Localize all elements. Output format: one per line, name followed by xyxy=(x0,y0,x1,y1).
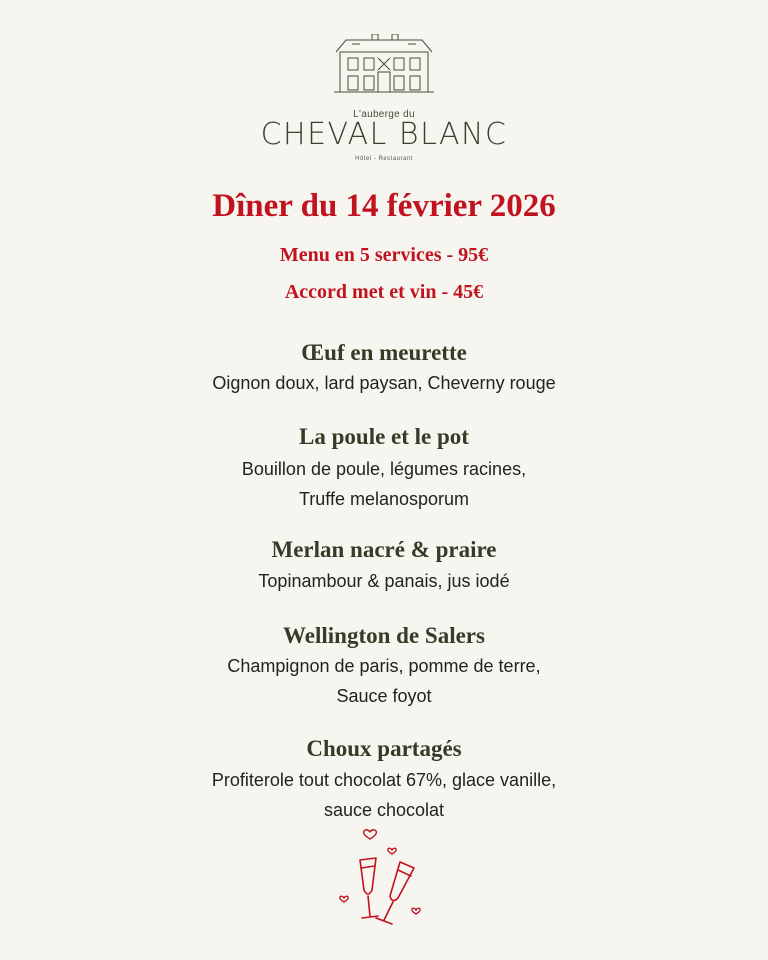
course-4-line-2: Sauce foyot xyxy=(336,686,432,706)
course-3-line-1: Topinambour & panais, jus iodé xyxy=(258,571,510,591)
building-icon xyxy=(332,34,436,96)
course-1-name: Œuf en meurette xyxy=(301,340,467,365)
course-5-line-2: sauce chocolat xyxy=(323,800,445,820)
course-2-name: La poule et le pot xyxy=(299,424,469,449)
course-3-name: Merlan nacré & praire xyxy=(271,537,497,562)
brand-tagline: L'auberge du xyxy=(353,109,415,120)
course-5-name: Choux partagés xyxy=(306,736,462,761)
menu-price: Menu en 5 services - 95€ xyxy=(279,244,489,266)
page-title: Dîner du 14 février 2026 xyxy=(212,188,556,224)
course-4-desc xyxy=(0,651,768,711)
course-4-line-1: Champignon de paris, pomme de terre, xyxy=(227,656,541,676)
course-4-name: Wellington de Salers xyxy=(283,623,485,648)
course-1-line-1: Oignon doux, lard paysan, Cheverny rouge xyxy=(212,373,556,393)
course-2-line-1: Bouillon de poule, légumes racines, xyxy=(241,459,527,479)
brand-subtitle: Hôtel - Restaurant xyxy=(355,156,413,162)
course-1-desc xyxy=(0,368,768,398)
course-2-line-2: Truffe melanosporum xyxy=(298,489,470,509)
course-5-desc xyxy=(0,765,768,825)
course-5-line-1: Profiterole tout chocolat 67%, glace vanille, xyxy=(211,770,557,790)
brand-name: CHEVAL BLANC xyxy=(260,117,508,152)
course-2-desc xyxy=(0,454,768,514)
champagne-glasses-hearts-icon xyxy=(330,820,440,935)
course-3-desc xyxy=(0,566,768,596)
wine-pairing-price: Accord met et vin - 45€ xyxy=(284,281,484,303)
